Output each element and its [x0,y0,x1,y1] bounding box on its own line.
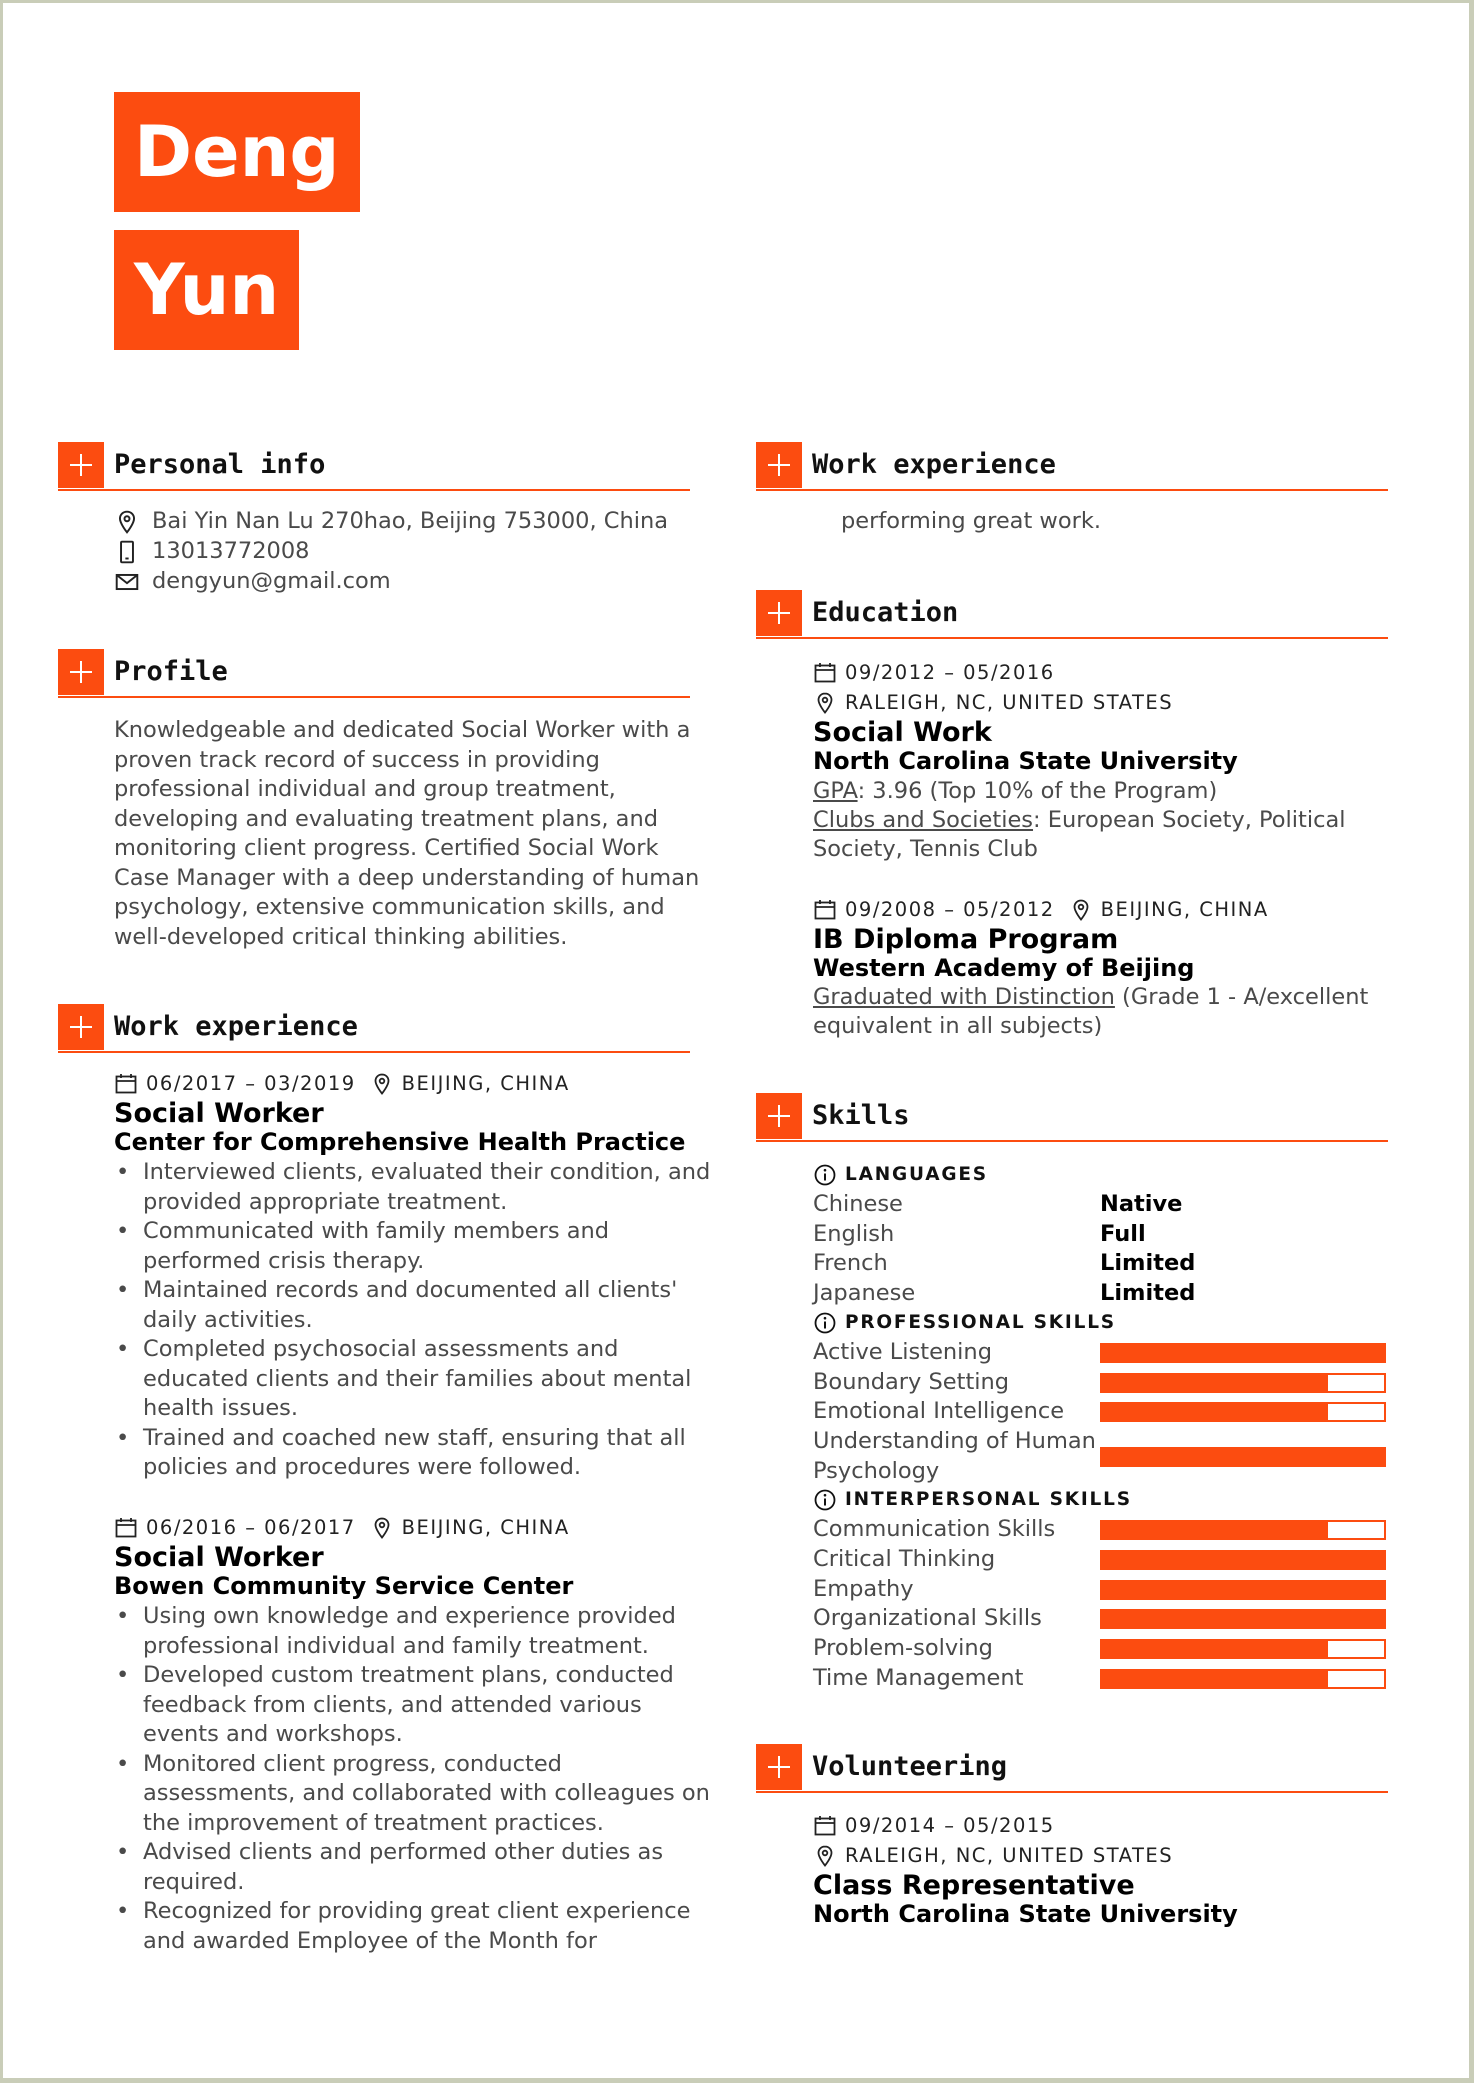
edu-1-location [813,688,1173,718]
skill-level-fill [1102,1449,1384,1465]
calendar-icon [114,1516,138,1540]
skill-level-fill [1102,1611,1384,1627]
skill-name: Organizational Skills [813,1605,1042,1631]
edu-clubs [813,806,1346,836]
plus-icon [756,442,802,488]
edu-clubs-cont: Society, Tennis Club [813,836,1038,862]
skill-level-bar [1100,1520,1386,1540]
skill-level-bar [1100,1447,1386,1467]
list-item: • Maintained records and documented all clients' daily activities. [114,1276,710,1335]
edu-location: BEIJING, CHINA [1100,898,1269,921]
skill-level-fill [1102,1582,1384,1598]
plus-icon [756,590,802,636]
volunteer-dates: 09/2014 – 05/2015 [845,1814,1055,1837]
personal-info-title: Personal info [114,449,326,480]
email-text[interactable]: dengyun@gmail.com [152,568,391,594]
professional-skills-heading: PROFESSIONAL SKILLS [813,1308,1116,1338]
profile-line: developing and evaluating treatment plans, and [114,805,658,832]
profile-line: professional individual and group treatment, [114,776,616,802]
skill-name: Understanding of Human Psychology [813,1428,1096,1484]
skill-level-fill [1102,1522,1328,1538]
education-header [756,590,1388,639]
skill-level-bar [1100,1550,1386,1570]
volunteer-dates-row [813,1811,1055,1841]
job-dates: 06/2017 – 03/2019 [146,1072,356,1095]
profile-title: Profile [114,656,228,687]
calendar-icon [114,1072,138,1096]
email-row [114,567,391,597]
language-level: Native [1100,1191,1183,1217]
clubs-label: Clubs and Societies [813,807,1034,833]
work-continued-text: performing great work. [841,508,1102,534]
list-item: • Advised clients and performed other duties as required. [114,1838,710,1897]
profile-line: Case Manager with a deep understanding of human [114,864,700,891]
skill-name: Empathy [813,1576,914,1602]
job-dates: 06/2016 – 06/2017 [146,1516,356,1539]
skill-level-fill [1102,1345,1384,1361]
skill-name: Problem-solving [813,1635,993,1661]
skill-level-bar [1100,1373,1386,1393]
plus-icon [58,649,104,695]
edu-1-dates [813,658,1055,688]
job-2-meta [114,1513,570,1543]
plus-icon [756,1744,802,1790]
interpersonal-skills-heading: INTERPERSONAL SKILLS [813,1485,1132,1515]
phone-row [114,537,309,567]
skill-level-bar [1100,1669,1386,1689]
location-pin-icon [813,691,837,715]
profile-line: proven track record of success in providing [114,746,600,773]
skill-name: Active Listening [813,1339,992,1365]
language-name: English [813,1221,895,1247]
language-name: Japanese [813,1280,916,1306]
edu-dates: 09/2008 – 05/2012 [845,898,1055,921]
location-pin-icon [813,1844,837,1868]
edu-degree: Social Work [813,717,992,748]
calendar-icon [813,898,837,922]
work-experience-title: Work experience [114,1011,358,1042]
job-1-bullets [114,1158,710,1483]
edu-school: Western Academy of Beijing [813,954,1195,982]
profile-line: well-developed critical thinking abilities. [114,923,568,950]
skill-level-fill [1102,1375,1328,1391]
skill-level-fill [1102,1671,1328,1687]
skill-level-bar [1100,1402,1386,1422]
languages-heading: LANGUAGES [813,1160,988,1190]
profile-header [58,649,690,698]
skill-name: Communication Skills [813,1516,1056,1542]
info-icon [813,1163,837,1187]
skill-level-fill [1102,1552,1384,1568]
clubs-value: : European Society, Political [1033,807,1346,833]
edu-2-meta [813,895,1269,925]
skill-name: Critical Thinking [813,1546,996,1572]
address-text: Bai Yin Nan Lu 270hao, Beijing 753000, China [152,508,669,534]
list-item: • Monitored client progress, conducted assessments, and collaborated with colleagues on the improvement of treatment practices. [114,1750,710,1839]
language-name: Chinese [813,1191,903,1217]
volunteer-location: RALEIGH, NC, UNITED STATES [845,1844,1174,1867]
honor-label: Graduated with Distinction [813,984,1115,1010]
volunteer-location-row [813,1841,1173,1871]
info-icon [813,1311,837,1335]
job-2-bullets [114,1602,710,1956]
work-experience-continued-title: Work experience [812,449,1056,480]
last-name: Yun [134,249,280,331]
job-title: Social Worker [114,1542,324,1573]
volunteering-header [756,1744,1388,1793]
edu-degree: IB Diploma Program [813,924,1119,955]
language-name: French [813,1250,888,1276]
calendar-icon [813,1814,837,1838]
first-name: Deng [134,111,340,193]
language-level: Limited [1100,1280,1196,1306]
volunteer-role: Class Representative [813,1870,1135,1901]
info-icon [813,1488,837,1512]
personal-info-header [58,442,690,491]
list-item: • Developed custom treatment plans, conducted feedback from clients, and attended various events and workshops. [114,1661,710,1750]
volunteer-org: North Carolina State University [813,1900,1238,1928]
work-experience-header [58,1004,690,1053]
list-item: • Completed psychosocial assessments and educated clients and their families about mental health issues. [114,1335,710,1424]
first-name-box [114,92,360,212]
plus-icon [58,442,104,488]
location-pin-icon [370,1072,394,1096]
edu-honor-cont: equivalent in all subjects) [813,1013,1103,1039]
volunteering-title: Volunteering [812,1751,1008,1782]
job-location: BEIJING, CHINA [401,1516,570,1539]
phone-icon [114,539,140,565]
skill-name: Time Management [813,1665,1024,1691]
profile-line: psychology, extensive communication skills, and [114,894,665,920]
list-item: • Communicated with family members and performed crisis therapy. [114,1217,710,1276]
language-level: Full [1100,1221,1146,1247]
envelope-icon [114,569,140,595]
skill-level-bar [1100,1609,1386,1629]
location-pin-icon [114,509,140,535]
skills-title: Skills [812,1100,910,1131]
language-level: Limited [1100,1250,1196,1276]
location-pin-icon [370,1516,394,1540]
job-employer: Bowen Community Service Center [114,1572,574,1600]
skill-level-bar [1100,1580,1386,1600]
last-name-box [114,230,299,350]
edu-location: RALEIGH, NC, UNITED STATES [845,691,1174,714]
gpa-value: : 3.96 (Top 10% of the Program) [857,778,1218,804]
edu-school: North Carolina State University [813,747,1238,775]
skills-header [756,1093,1388,1142]
edu-honor [813,983,1368,1013]
skill-level-bar [1100,1639,1386,1659]
calendar-icon [813,661,837,685]
address-row [114,507,668,537]
phone-text: 13013772008 [152,538,310,564]
list-item: • Recognized for providing great client experience and awarded Employee of the Month for [114,1897,710,1956]
plus-icon [58,1004,104,1050]
profile-summary [114,716,699,952]
skill-level-bar [1100,1343,1386,1363]
job-1-meta [114,1069,570,1099]
list-item: • Using own knowledge and experience provided professional individual and family treatment. [114,1602,710,1661]
work-experience-continued-header [756,442,1388,491]
list-item: • Trained and coached new staff, ensuring that all policies and procedures were followed. [114,1424,710,1483]
profile-line: Knowledgeable and dedicated Social Worker with a [114,717,691,743]
location-pin-icon [1069,898,1093,922]
skill-name: Emotional Intelligence [813,1398,1065,1424]
skill-level-fill [1102,1404,1328,1420]
profile-line: monitoring client progress. Certified Social Work [114,835,659,861]
gpa-label: GPA [813,778,858,804]
honor-value: (Grade 1 - A/excellent [1114,984,1369,1010]
edu-gpa [813,777,1217,807]
job-employer: Center for Comprehensive Health Practice [114,1128,686,1156]
edu-dates: 09/2012 – 05/2016 [845,661,1055,684]
job-title: Social Worker [114,1098,324,1129]
plus-icon [756,1093,802,1139]
job-location: BEIJING, CHINA [401,1072,570,1095]
resume-page [3,3,1469,2078]
education-title: Education [812,597,959,628]
skill-name: Boundary Setting [813,1369,1010,1395]
list-item: • Interviewed clients, evaluated their condition, and provided appropriate treatment. [114,1158,710,1217]
skill-level-fill [1102,1641,1328,1657]
